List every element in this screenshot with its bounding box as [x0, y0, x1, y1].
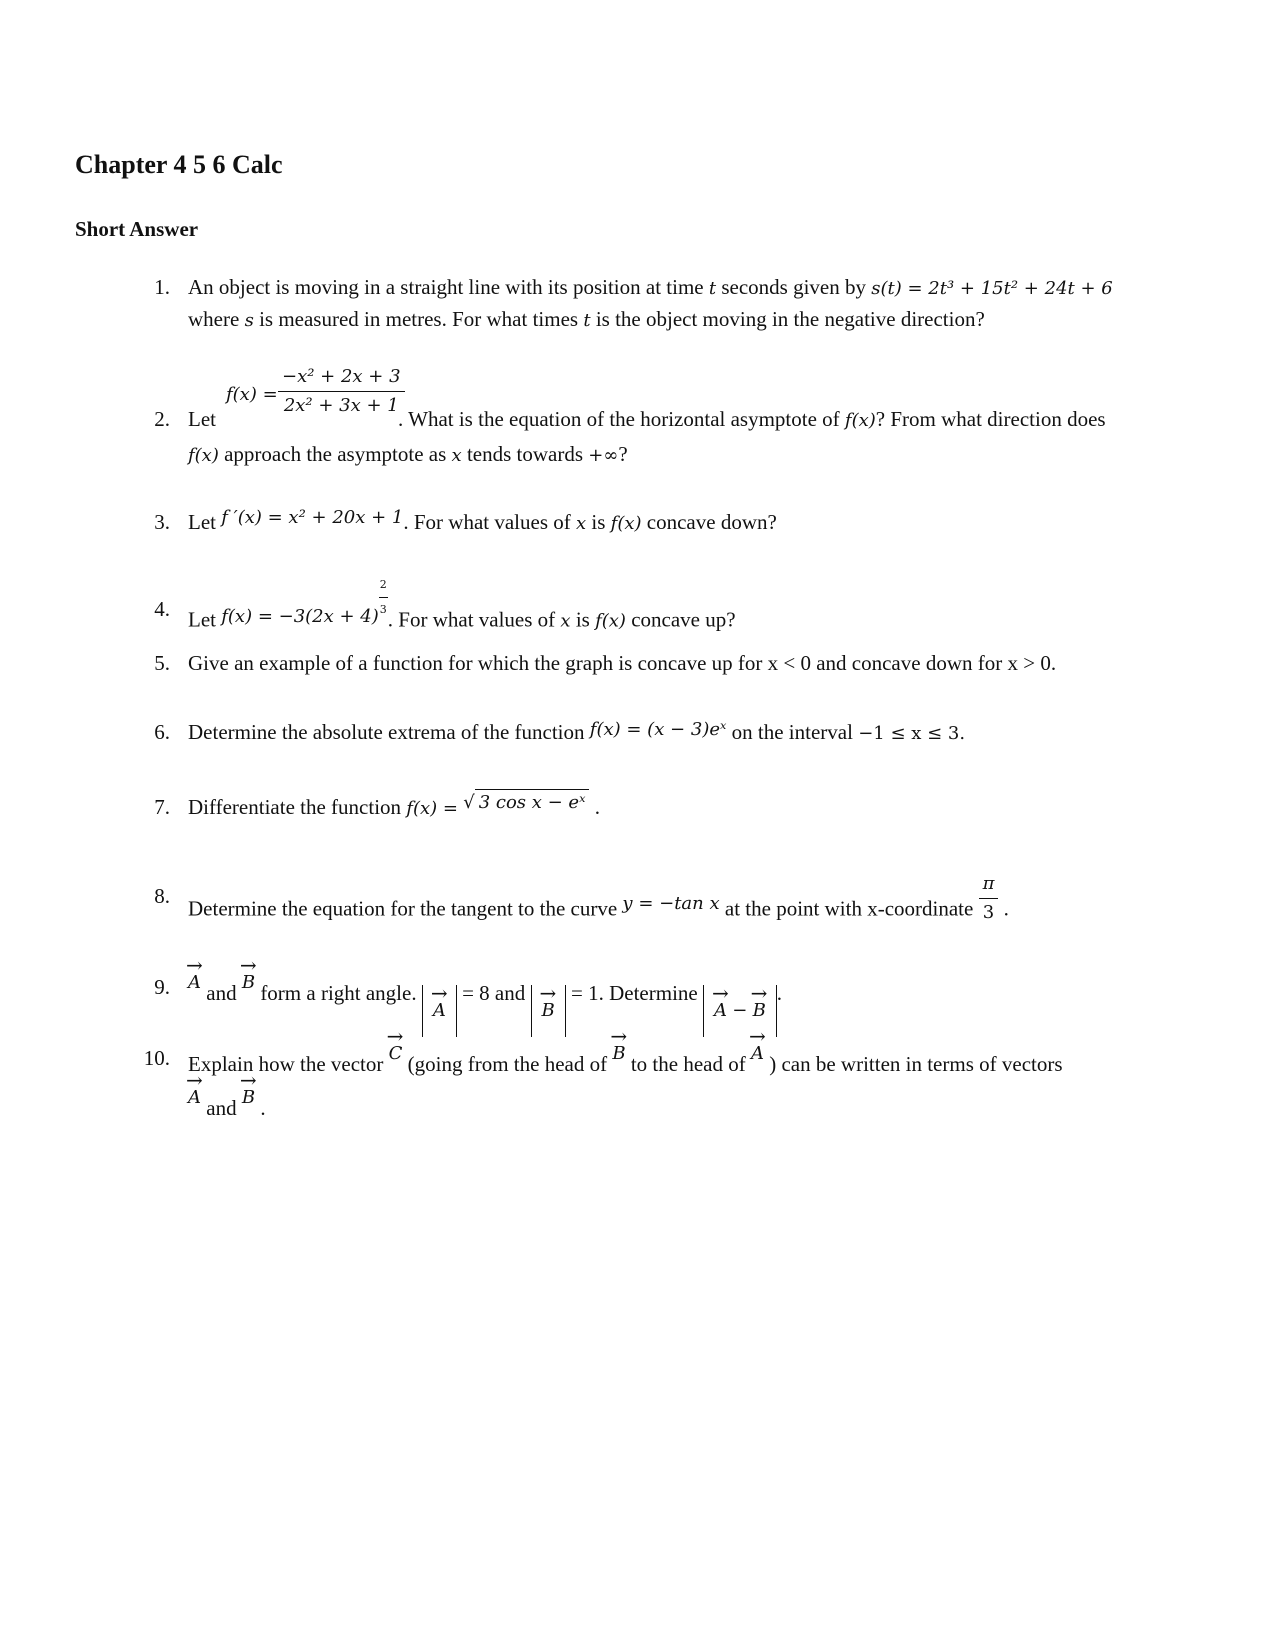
math-formula: f(x) = (x − 3)eˣ: [589, 719, 727, 740]
math-var: x: [576, 513, 587, 534]
question-number: 9.: [154, 975, 170, 999]
question-text: .: [260, 1096, 266, 1120]
math-formula: f(x) =: [406, 798, 458, 819]
question-text: ?: [618, 442, 628, 466]
math-formula: f(x): [610, 513, 642, 534]
question-text: . For what values of: [387, 607, 556, 632]
question-text: Explain how the vector: [188, 1052, 384, 1076]
math-formula: f(x): [595, 610, 626, 632]
page-title: Chapter 4 5 6 Calc: [75, 150, 283, 179]
vector-a: → A: [188, 961, 201, 995]
math-formula: f(x) =: [226, 384, 278, 405]
question-text: is measured in metres. For what times: [259, 307, 579, 331]
question-text: .: [594, 795, 600, 819]
question-text: approach the asymptote as: [224, 442, 447, 466]
question-text: tends towards: [466, 442, 584, 466]
section-title: Short Answer: [75, 217, 199, 241]
math-fraction: $\frac{\pi}{3}$: [979, 872, 999, 925]
question-text: ? From what direction does: [875, 407, 1106, 431]
question-text: form a right angle.: [260, 981, 417, 1005]
math-sqrt: √ 3 cos x − eˣ: [463, 791, 589, 815]
question-number: 5.: [154, 651, 170, 675]
question-text: ) can be written in terms of vectors: [769, 1052, 1063, 1076]
math-symbol: +∞: [588, 445, 619, 466]
question-text: and: [206, 981, 237, 1005]
question-number: 8.: [154, 884, 170, 908]
question-text: on the interval: [731, 720, 853, 744]
math-formula: f(x): [844, 410, 876, 431]
vector-a: → A: [188, 1076, 201, 1110]
vector-b: → B: [242, 961, 255, 995]
vector-b: → B: [242, 1076, 255, 1110]
vector-b: → B: [612, 1032, 625, 1066]
question-text: seconds given by: [721, 275, 867, 299]
question-text: and: [206, 1096, 237, 1120]
question-text: is the object moving in the negative direction?: [595, 307, 985, 331]
question-text: Let: [188, 607, 216, 632]
question-text: concave down?: [646, 510, 777, 534]
question-text: is: [591, 510, 606, 534]
math-formula: f(x): [188, 445, 219, 466]
question-text: = 1. Determine: [571, 981, 698, 1005]
question-text: Determine the absolute extrema of the function: [188, 720, 585, 744]
question-text: where: [188, 307, 240, 331]
math-exponent: $\frac{2}{3}$: [379, 573, 388, 622]
math-fraction: $\frac{\text{−x² + 2x + 3}}{\text{2x² + 3x + 1}}$: [278, 365, 405, 418]
question-text: Determine the equation for the tangent to the curve: [188, 896, 618, 921]
math-formula: y = −tan x: [622, 893, 720, 915]
question-text: at the point with x-coordinate: [724, 896, 974, 921]
math-var: t: [708, 278, 717, 299]
math-var: t: [583, 310, 591, 331]
vector-c: → C: [389, 1032, 403, 1066]
math-formula: f(x) = −3(2x + 4): [221, 606, 379, 628]
question-number: 10.: [143, 1046, 170, 1070]
question-text: to the head of: [630, 1052, 746, 1076]
question-text: Give an example of a function for which the graph is concave up for x < 0 and concave down for x > 0.: [188, 651, 1057, 675]
question-text: . What is the equation of the horizontal asymptote of: [398, 407, 840, 431]
question-text: .: [776, 981, 783, 1005]
question-text: Differentiate the function: [188, 795, 402, 819]
math-formula: s(t) = 2t³ + 15t² + 24t + 6: [871, 278, 1113, 299]
math-var: x: [451, 445, 462, 466]
question-text: is: [575, 607, 590, 632]
question-number: 2.: [154, 407, 170, 431]
math-formula: f ′(x) = x² + 20x + 1: [221, 507, 404, 528]
question-text: .: [1003, 896, 1009, 921]
math-var: x: [560, 610, 571, 632]
magnitude-b: → B: [531, 985, 566, 1037]
magnitude-a-minus-b: → A − → B: [703, 985, 777, 1037]
question-number: 3.: [154, 510, 170, 534]
question-text: concave up?: [631, 607, 736, 632]
question-number: 4.: [154, 597, 170, 621]
math-formula: −1 ≤ x ≤ 3.: [858, 723, 966, 744]
question-text: Let: [188, 407, 216, 431]
question-number: 6.: [154, 720, 170, 744]
magnitude-a: → A: [422, 985, 457, 1037]
question-text: = 8 and: [462, 981, 526, 1005]
question-number: 7.: [154, 795, 170, 819]
question-number: 1.: [154, 275, 170, 299]
vector-a: → A: [751, 1032, 764, 1066]
math-var: s: [244, 310, 254, 331]
question-text: (going from the head of: [407, 1052, 608, 1076]
question-text: Let: [188, 510, 216, 534]
question-text: An object is moving in a straight line with its position at time: [188, 275, 704, 299]
question-text: . For what values of: [403, 510, 571, 534]
